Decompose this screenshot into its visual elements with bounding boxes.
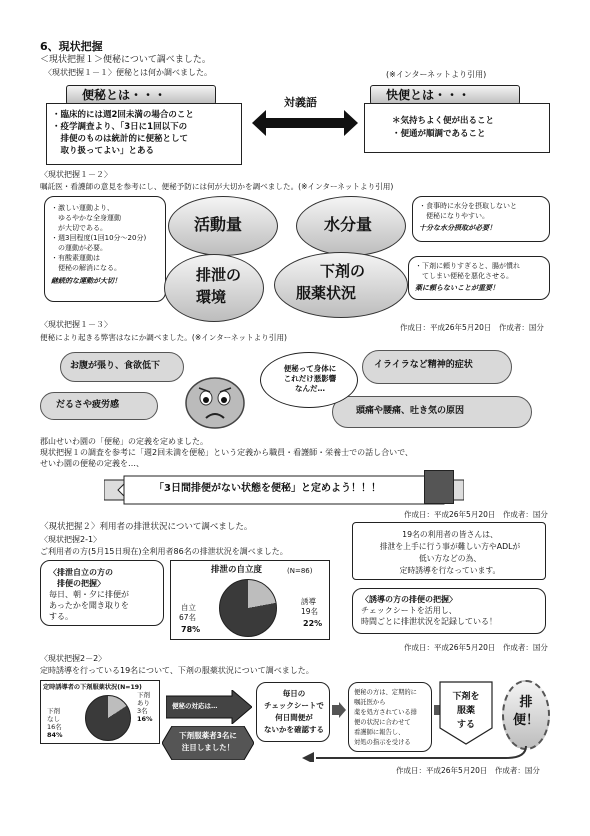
guided-line: 時間ごとに排泄状況を記録している！ [361,617,497,626]
harm-mental: イライラなど精神的症状 [374,360,473,370]
sub21-title: 〈現状把握2-1〉 [40,535,102,544]
bubble-medication-line2: 服薬状況 [296,284,357,302]
flow-nurse-line: 薬を処方されている排 [354,709,417,716]
bubble-medication-line1: 下剤の [320,262,366,280]
flow-daily-line: チェックシートで [264,701,324,710]
author-4: 作成日：平成26年5月20日 作成者：国分 [396,766,540,775]
exercise-line: が大切である。 [51,224,107,232]
exercise-line: ・有酸素運動は [51,254,100,262]
pie1-left-label: 自立 [181,603,196,612]
flow-nurse-line: 便秘の方は、定期的に [354,689,417,696]
guidance-line: 定時誘導を行なっています。 [399,566,501,575]
pie2-chart-frame [40,680,160,744]
pie2-title: 定時誘導者の下剤服薬状況(N=19) [43,684,142,691]
kaiben-lines [392,115,494,141]
benpi-title: 便秘とは・・・ [82,88,167,102]
definition-text [40,436,413,469]
response-arrow-label: 便秘の対応は… [172,702,218,710]
water-note [412,196,550,242]
independent-note [40,560,164,626]
pie1-right-percent: 22% [303,619,323,628]
flow-arrow-icon [332,702,346,718]
pie2-left-percent: 84% [47,731,63,739]
sub22-text: 定時誘導を行っている19名について、下剤の服薬状況について調べました。 [40,666,314,675]
internet-note: (※インターネットより引用) [386,70,487,79]
pie1-right-count: 19名 [301,607,319,616]
pie1-left-count: 67名 [179,613,197,622]
flow-nurse-line: 便の状況に合わせて [354,719,411,726]
sad-face-icon [184,374,246,430]
definition-line: せいわ園の便秘の定義を…、 [40,459,144,468]
independent-title: 〈排泄自立の方の [49,568,113,577]
sub13-text: 便秘により起きる弊害はなにか調べました。(※インターネットより引用) [40,333,288,342]
flow-result-text [502,694,550,730]
benpi-lines [52,109,194,157]
pie2-left-count: 16名 [47,723,62,731]
independent-line: あったかを聞き取りを [49,601,129,610]
medication-note [408,256,550,300]
antonym-arrow [252,108,358,138]
guidance-line: 19名の利用者の皆さんは、 [402,530,498,539]
pie2 [85,695,131,741]
medication-line: ・下剤に頼りすぎると、腸が慣れ [415,262,520,270]
kaiben-title: 快便とは・・・ [386,88,471,102]
speech-text [276,364,344,394]
pie1-n: (N=86) [287,567,313,575]
flow-nurse-report [348,682,432,752]
bubble-environment-line2: 環境 [196,288,227,306]
sub13-title: 〈現状把握１－３〉 [40,320,112,329]
sub12-text: 嘱託医・看護師の意見を参考にし、便秘予防には何が大切かを調べました。(※インターネットより引用) [40,182,394,191]
flow-daily-line: 何日間便が [275,713,313,722]
loop-arrow-icon [296,744,536,762]
sub12-title: 〈現状把握１－２〉 [40,170,112,179]
benpi-definition-box [46,85,246,167]
pie2-right-label: 下剤 [137,691,150,699]
flow-daily-line: ないかを確認する [264,725,324,734]
pie2-right-percent: 16% [137,715,153,723]
harm-headache: 頭痛や腰痛、吐き気の原因 [356,406,465,416]
benpi-line: 取り扱ってよい」とある [52,146,155,156]
water-emphasis: 十分な水分摂取が必要！ [419,224,496,232]
sub11-title: 〈現状把握１－１〉便秘とは何か調べました。 [44,68,212,77]
guided-note [352,588,546,634]
definition-line: 郡山せいわ園の「便秘」の定義を定めました。 [40,437,208,446]
exercise-line: の運動が必要。 [51,244,107,252]
exercise-line: ゆるやかな全身運動 [51,214,121,222]
guided-line: チェックシートを活用し、 [361,606,457,615]
exercise-line: 便秘の解消になる。 [51,264,121,272]
guidance-note [352,522,546,580]
author-2: 作成日：平成26年5月20日 作成者：国分 [404,510,548,519]
flow-laxative-line: する [456,720,475,730]
medication-emphasis: 薬に頼らないことが重要！ [415,284,499,292]
kaiben-line: ・便通が順調であること [392,129,486,139]
guidance-line: 低い方などの為、 [418,554,482,563]
water-line: 便秘になりやすい。 [419,212,489,220]
flow-nurse-line: 対処の指示を受ける [354,739,411,746]
speech-line: 便秘って身体に [283,364,337,373]
exercise-emphasis: 継続的な運動が大切！ [51,277,121,285]
pie1-left-percent: 78% [181,625,201,634]
flow-result-line: 排 [519,695,533,710]
bubble-environment-line1: 排泄の [196,266,242,284]
pie1 [219,579,277,637]
flow-daily-check [256,682,330,742]
harm-fatigue: だるさや疲労感 [56,400,120,410]
exercise-note [44,196,166,302]
banner-text: 「3日間排便がない状態を便秘」と定めよう！！！ [154,483,381,494]
exercise-line: ・激しい運動より、 [51,204,114,212]
bubble-activity-label: 活動量 [194,215,243,234]
bubble-water-label: 水分量 [324,215,373,234]
pie1-title: 排泄の自立度 [211,565,263,575]
pie1-chart-frame [170,560,330,640]
pie2-left-label: なし [47,715,60,723]
g2-header: 〈現状把握２〉利用者の排泄状況について調べました。 [40,522,253,532]
flow-laxative-text [438,690,494,732]
author-1: 作成日：平成26年5月20日 作成者：国分 [400,323,544,332]
exercise-line: ・週3回程度(1回10分～20分) [51,234,147,242]
independent-title: 排便の把握〉 [49,579,105,588]
kaiben-definition-box [364,85,554,155]
benpi-line: 排便のものは統計的に便秘として [52,134,189,144]
section-title: 6、現状把握 [40,40,103,53]
antonym-label: 対義語 [284,96,317,109]
medication-line: てしまい便秘を悪化させる。 [415,272,513,280]
flow-result-line: 便！ [512,713,539,728]
water-line: ・食事時に水分を摂取しないと [419,202,517,210]
sub21-text: ご利用者の方(5月15日現在)全利用者86名の排泄状況を調べました。 [40,547,288,556]
author-3: 作成日：平成26年5月20日 作成者：国分 [404,643,548,652]
guidance-line: 排泄を上手に行う事が難しい方やADLが [379,542,521,551]
flow-laxative-line: 下剤を [452,692,480,702]
speech-line: なんだ… [295,384,325,393]
notice-line: 下剤服薬者3名に [179,731,237,740]
guided-title: 〈誘導の方の排便の把握〉 [361,595,457,604]
mascot-icon [424,470,454,504]
speech-line: これだけ悪影響 [283,374,337,383]
harm-appetite: お腹が張り、食欲低下 [70,361,161,371]
sub22-title: 〈現状把握2－2〉 [40,654,107,663]
kaiben-line: ＊気持ちよく便が出ること [392,116,495,126]
notice-line: 注目しました！ [181,743,235,752]
benpi-line: ・臨床的には週2回未満の場合のこと [52,110,194,120]
notice-text [168,730,248,754]
independent-line: する。 [49,612,73,621]
benpi-line: ・疫学調査より、「3日に1回以下の [52,122,188,132]
pie2-left-label: 下剤 [47,707,60,715]
pie1-right-label: 誘導 [301,597,316,606]
pie2-right-label: あり [137,699,150,707]
flow-nurse-line: 看護師に報告し、 [354,729,405,736]
flow-nurse-line: 嘱託医から [354,699,386,706]
definition-line: 現状把握１の調査を参考に「週2回未満を便秘」という定義から職員・看護師・栄養士での話し合いで、 [40,448,413,457]
pie2-right-count: 3名 [137,707,148,715]
independent-line: 毎日、朝・夕に排便が [49,590,129,599]
flow-daily-line: 毎日の [282,689,306,698]
g1-header: ＜現状把握１＞便秘について調べました。 [40,55,211,65]
flow-laxative-line: 服薬 [456,706,475,716]
